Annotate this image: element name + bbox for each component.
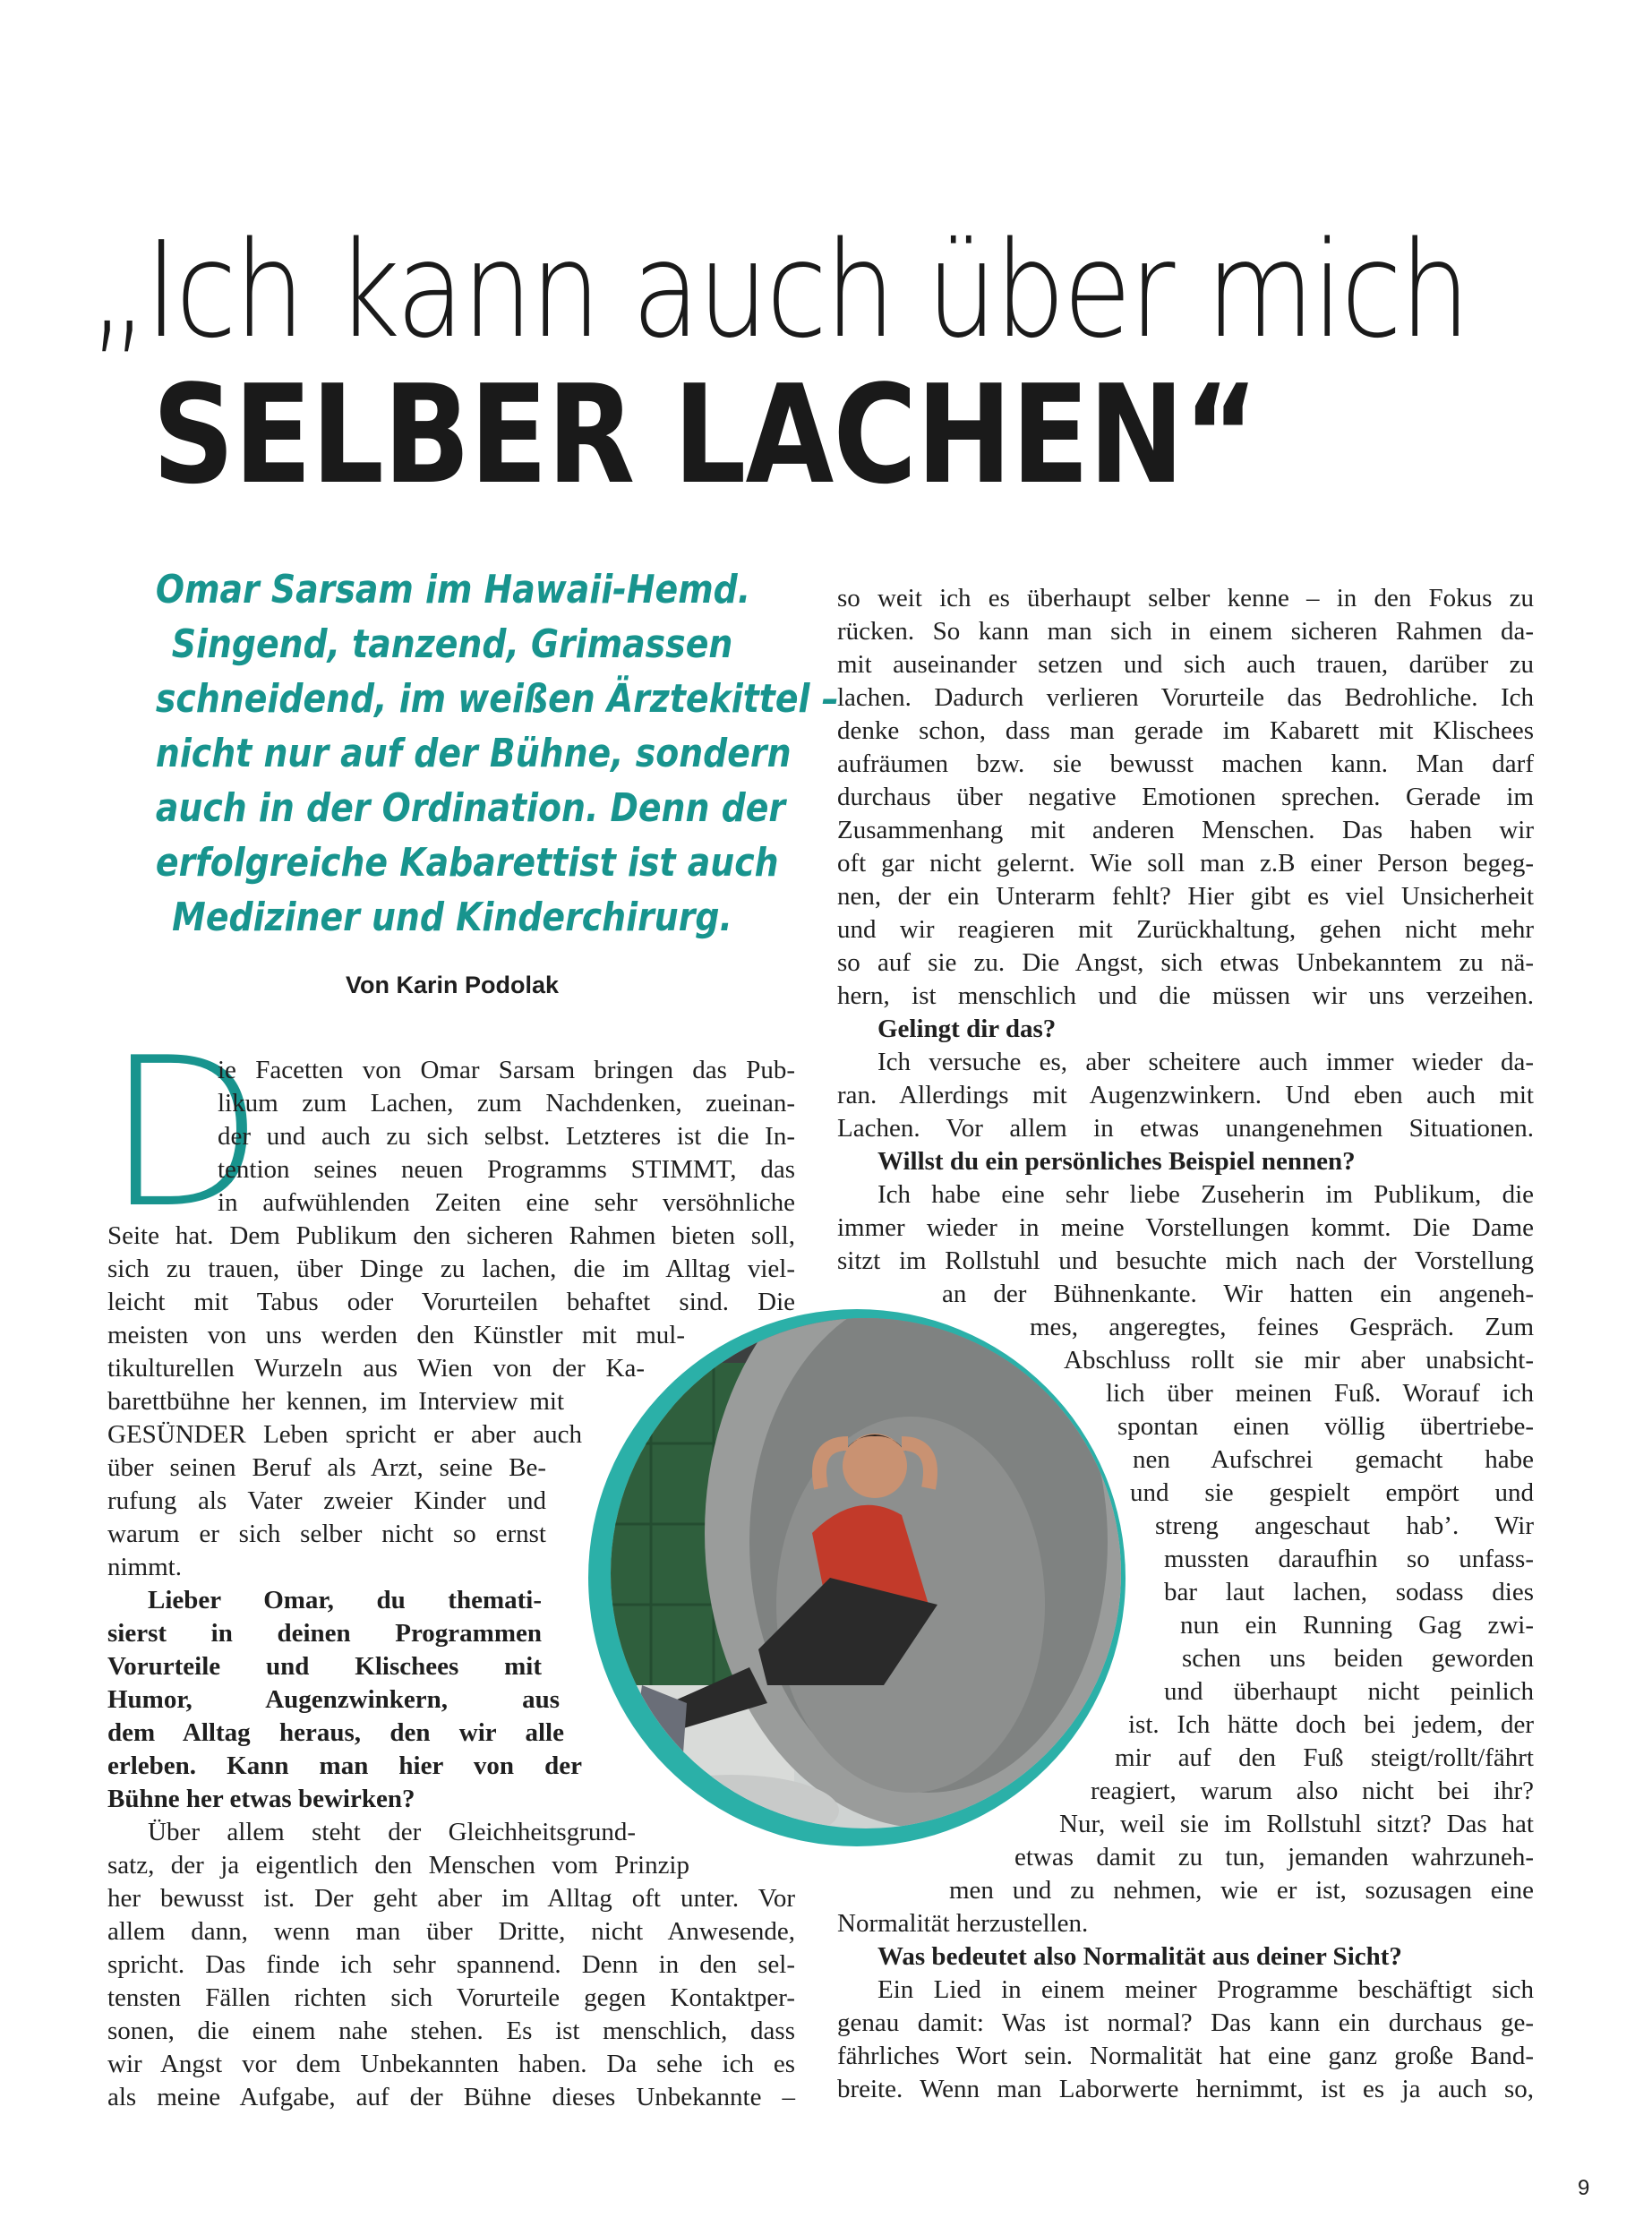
body-text-line: Normalität herzustellen. [837,1909,1089,1938]
body-text-line: immer wieder in meine Vorstellungen kommt. Die Dame [837,1213,1534,1242]
body-text-line: rufung als Vater zweier Kinder und [107,1486,546,1515]
lead-line: Mediziner und Kinderchirurg. [172,895,732,940]
body-text-line: und sie gespielt empört und [1130,1478,1534,1507]
drop-cap: D [106,1015,265,1254]
body-text-line: so auf sie zu. Die Angst, sich etwas Unbekanntem zu nä- [837,948,1534,977]
body-text-line: rücken. So kann man sich in einem sicheren Rahmen da- [837,617,1534,646]
portrait-illustration [588,1309,1126,1846]
body-text-line: lich über meinen Fuß. Worauf ich [1106,1379,1534,1408]
lead-line: auch in der Ordination. Denn der [155,785,786,831]
body-text-line: ie Facetten von Omar Sarsam bringen das Pub- [218,1056,795,1084]
body-text-line: bar laut lachen, sodass dies [1164,1578,1534,1606]
body-text-line: hern, ist menschlich und die müssen wir uns verzeihen. [837,981,1534,1010]
interview-question: Humor, Augenzwinkern, aus [107,1685,560,1714]
body-text-line: sitzt im Rollstuhl und besuchte mich nach der Vorstellung [837,1246,1534,1275]
body-text-line: GESÜNDER Leben spricht er aber auch [107,1420,582,1449]
body-text-line: Seite hat. Dem Publikum den sicheren Rahmen bieten soll, [107,1221,795,1250]
headline-line-2: SELBER LACHEN“ [152,355,1258,514]
body-text-line: Zusammenhang mit anderen Menschen. Das haben wir [837,816,1534,844]
body-text-line: meisten von uns werden den Künstler mit mul- [107,1321,685,1349]
author-byline: Von Karin Podolak [345,972,560,998]
body-text-line: allem dann, wenn man über Dritte, nicht Anwesende, [107,1917,795,1946]
body-text-line: sich zu trauen, über Dinge zu lachen, die im Alltag viel- [107,1255,795,1283]
headline-line-1: „Ich kann auch über mich [90,213,1468,367]
body-text-line: leicht mit Tabus oder Vorurteilen behaftet sind. Die [107,1288,795,1316]
body-text-line: sonen, die einem nahe stehen. Es ist menschlich, dass [107,2017,795,2045]
body-text-line: der und auch zu sich selbst. Letzteres ist die In- [218,1122,795,1151]
body-text-line: als meine Aufgabe, auf der Bühne dieses Unbekannte – [107,2083,795,2111]
body-text-line: likum zum Lachen, zum Nachdenken, zueinan- [218,1089,795,1118]
body-text-line: nun ein Running Gag zwi- [1180,1611,1534,1640]
body-text-line: ran. Allerdings mit Augenzwinkern. Und eben auch mit [837,1081,1534,1109]
body-text-line: aufräumen bzw. sie bewusst machen kann. Man darf [837,749,1534,778]
body-text-line: über seinen Beruf als Arzt, seine Be- [107,1453,546,1482]
body-text-line: barettbühne her kennen, im Interview mit [107,1387,564,1416]
lead-line: erfolgreiche Kabarettist ist auch [155,840,779,886]
interview-question: sierst in deinen Programmen [107,1619,542,1648]
body-text-line: und wir reagieren mit Zurückhaltung, gehen nicht mehr [837,915,1534,944]
body-text-line: tensten Fällen richten sich Vorurteile gegen Kontaktper- [107,1983,795,2012]
body-text-line: warum er sich selber nicht so ernst [107,1520,546,1548]
portrait-photo [588,1309,1126,1846]
body-text-line: tention seines neuen Programms STIMMT, das [218,1155,795,1184]
body-text-line: oft gar nicht gelernt. Wie soll man z.B einer Person begeg- [837,849,1534,878]
lead-paragraph [107,562,839,945]
body-text-line: in aufwühlenden Zeiten eine sehr versöhnliche [218,1188,795,1217]
lead-line: Omar Sarsam im Hawaii-Hemd. [155,567,751,612]
page-number: 9 [1578,2176,1590,2200]
body-text-line: streng angeschaut hab’. Wir [1155,1511,1534,1540]
body-text-line: tikulturellen Wurzeln aus Wien von der Ka- [107,1354,645,1383]
body-text-line: Abschluss rollt sie mir aber unabsicht- [1064,1346,1534,1374]
body-text-line: reagiert, warum also nicht bei ihr? [1091,1777,1534,1805]
body-text-line: her bewusst ist. Der geht aber im Alltag oft unter. Vor [107,1884,795,1913]
interview-question: dem Alltag heraus, den wir alle [107,1718,564,1747]
lead-line: Singend, tanzend, Grimassen [171,621,733,667]
body-text-line: nimmt. [107,1553,182,1581]
body-text-line: schen uns beiden geworden [1182,1644,1534,1673]
body-text-line: nen, der ein Unterarm fehlt? Hier gibt es viel Unsicherheit [837,882,1534,911]
interview-question: Gelingt dir das? [877,1015,1057,1043]
body-text-line: an der Bühnenkante. Wir hatten ein angeneh- [942,1280,1534,1308]
body-text-line: spontan einen völlig übertriebe- [1117,1412,1534,1441]
body-text-line: denke schon, dass man gerade im Kabarett mit Klischees [837,716,1534,745]
interview-question: Was bedeutet also Normalität aus deiner Sicht? [877,1942,1402,1971]
body-text-line: breite. Wenn man Laborwerte hernimmt, ist es ja auch so, [837,2075,1534,2103]
body-text-line: durchaus über negative Emotionen sprechen. Gerade im [837,783,1534,811]
body-text-line: satz, der ja eigentlich den Menschen vom Prinzip [107,1851,689,1880]
body-text-line: fährliches Wort sein. Normalität hat eine ganz große Band- [837,2042,1534,2070]
body-text-line: Lachen. Vor allem in etwas unangenehmen Situationen. [837,1114,1534,1143]
interview-question: Bühne her etwas bewirken? [107,1785,415,1813]
body-text-line: Ich habe eine sehr liebe Zuseherin im Publikum, die [877,1180,1534,1209]
body-text-line: Über allem steht der Gleichheitsgrund- [148,1818,636,1846]
body-text-line: men und zu nehmen, wie er ist, sozusagen eine [949,1876,1534,1905]
body-text-line: spricht. Das finde ich sehr spannend. Denn in den sel- [107,1950,795,1979]
body-text-line: nen Aufschrei gemacht habe [1133,1445,1534,1474]
body-text-line: Ein Lied in einem meiner Programme beschäftigt sich [877,1975,1534,2004]
body-text-line: und überhaupt nicht peinlich [1164,1677,1534,1706]
body-text-line: Nur, weil sie im Rollstuhl sitzt? Das hat [1059,1810,1534,1838]
body-text-line: mir auf den Fuß steigt/rollt/fährt [1115,1743,1534,1772]
interview-question: Lieber Omar, du themati- [148,1586,542,1614]
body-text-line: wir Angst vor dem Unbekannten haben. Da sehe ich es [107,2050,795,2078]
body-text-line: etwas damit zu tun, jemanden wahrzuneh- [1014,1843,1534,1871]
body-text-line: mit auseinander setzen und sich auch trauen, darüber zu [837,650,1534,679]
interview-question: Vorurteile und Klischees mit [107,1652,542,1681]
lead-line: nicht nur auf der Bühne, sondern [155,731,792,776]
body-text-line: mes, angeregtes, feines Gespräch. Zum [1030,1313,1534,1341]
body-text-line: lachen. Dadurch verlieren Vorurteile das Bedrohliche. Ich [837,683,1534,712]
body-text-line: so weit ich es überhaupt selber kenne – in den Fokus zu [837,584,1534,612]
body-text-line: mussten daraufhin so unfass- [1164,1545,1534,1573]
interview-question: Willst du ein persönliches Beispiel nennen? [877,1147,1356,1176]
interview-question: erleben. Kann man hier von der [107,1751,582,1780]
body-text-line: genau damit: Was ist normal? Das kann ein durchaus ge- [837,2008,1534,2037]
lead-line: schneidend, im weißen Ärztekittel – [155,676,839,722]
body-text-line: Ich versuche es, aber scheitere auch immer wieder da- [877,1048,1534,1076]
body-text-line: ist. Ich hätte doch bei jedem, der [1128,1710,1534,1739]
